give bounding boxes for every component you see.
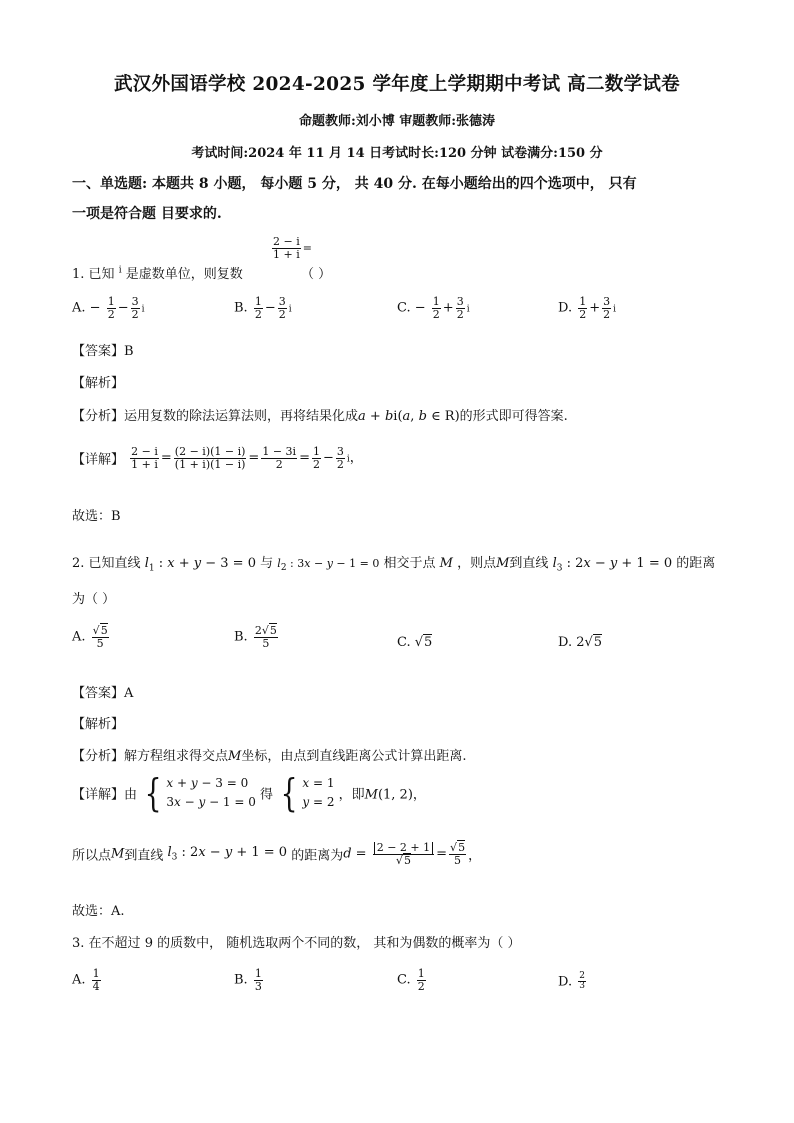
q2-stem-line1: 2. 已知直线 $l_1$ : x + y − 3 = 0 与 $l_2$ : 3x − y − 1 = 0 相交于点 M ，则点M到直线 $l_3$ : 2x − y + 1 = 0 的距离 [72, 556, 716, 574]
q2-distance-calc: 所以点M到直线 $l_3$ : 2x − y + 1 = 0 的距离为d = $\frac{2 - 2 + 1}{√5}$ = $\frac{√5}{5}$ ， [72, 841, 482, 867]
q1-option-d[interactable]: D. $\frac{1}{2}$ + $\frac{3}{2}$ i [558, 295, 617, 321]
q2-analysis-tag: 【解析】 [72, 717, 125, 732]
q3-option-c[interactable]: C. $\frac{1}{2}$ [397, 967, 425, 993]
q2-option-a[interactable]: A. $\frac{√5}{5}$ [72, 624, 108, 650]
q1-xiangjie: 【详解】 $\frac{2 - i}{1 + i}$ = $\frac{(2 - i)(1 - i)}{(1 + i)(1 - i)}$ = $\frac{1 - 3i}{2}$ = $\frac{1}{2}$ − $\frac{3}{2}$ i， [72, 445, 363, 471]
q1-option-a[interactable]: A. − $\frac{1}{2}$ − $\frac{3}{2}$ i [72, 295, 145, 321]
q1-answer: 【答案】B [72, 344, 134, 359]
q2-stem-line2: 为（ ） [72, 592, 116, 607]
q1-option-b[interactable]: B. $\frac{1}{2}$ − $\frac{3}{2}$ i [234, 295, 292, 321]
q2-option-c[interactable]: C. √5 [397, 635, 433, 650]
q2-choose: 故选：A. [72, 904, 125, 919]
q2-answer: 【答案】A [72, 686, 134, 701]
q3-option-b[interactable]: B. $\frac{1}{3}$ [234, 967, 262, 993]
q1-fenxi: 【分析】运用复数的除法运算法则，再将结果化成a + bi(a, b ∈ R)的形式即可得答案. [72, 409, 568, 424]
teachers-line: 命题教师:刘小博 审题教师:张德涛 [298, 114, 496, 129]
section-heading-line1: 一、单选题: 本题共 8 小题， 每小题 5 分， 共 40 分. 在每小题给出的四个选项中， 只有 [72, 176, 637, 192]
q2-fenxi: 【分析】解方程组求得交点M坐标，由点到直线距离公式计算出距离. [72, 749, 467, 764]
q2-xiangjie: 【详解】由 { x + y − 3 = 0 3x − y − 1 = 0 得 { x = 1 y = 2 ，即M(1, 2)， [72, 771, 426, 816]
q2-option-d[interactable]: D. 2√5 [558, 635, 603, 650]
section-heading-line2: 一项是符合题 目要求的. [72, 206, 222, 222]
exam-info-line: 考试时间:2024 年 11 月 14 日考试时长:120 分钟 试卷满分:150 分 [191, 146, 603, 161]
q1-choose: 故选：B [72, 509, 121, 524]
q1-stem: 1. 已知 $^i$ 是虚数单位，则复数 （ ） [72, 265, 332, 282]
q1-analysis-tag: 【解析】 [72, 376, 125, 391]
q1-fraction: $\frac{2 - i}{1 + i}$ = [273, 235, 312, 261]
q2-option-b[interactable]: B. $\frac{2√5}{5}$ [234, 624, 277, 650]
q1-option-c[interactable]: C. − $\frac{1}{2}$ + $\frac{3}{2}$ i [397, 295, 470, 321]
exam-title: 武汉外国语学校 2024-2025 学年度上学期期中考试 高二数学试卷 [114, 74, 680, 95]
q3-option-a[interactable]: A. $\frac{1}{4}$ [72, 967, 100, 993]
q3-stem: 3. 在不超过 9 的质数中， 随机选取两个不同的数， 其和为偶数的概率为（ ） [72, 936, 521, 951]
q3-option-d[interactable]: D. $\frac{2}{3}$ [558, 971, 585, 992]
